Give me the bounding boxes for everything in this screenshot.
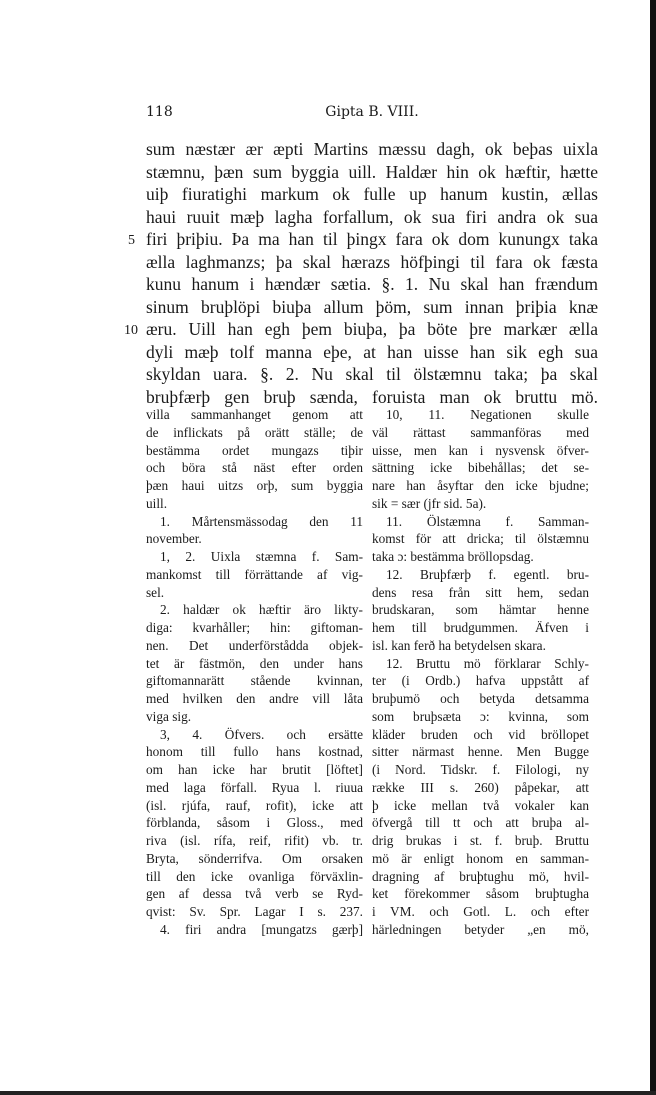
line-number-5: 5 [128, 233, 135, 248]
note-line: i VM. och Gotl. L. och efter [372, 904, 589, 919]
page-number: 118 [146, 104, 173, 120]
note-line: 1, 2. Uixla stæmna f. Sam- [160, 549, 363, 564]
note-line: 11. Ölstæmna f. Samman- [386, 513, 589, 529]
running-title: Gipta B. VIII. [325, 104, 419, 120]
note-line: giftomannarätt stående kvinnan, [146, 673, 363, 689]
note-line: Bryta, sönderrifva. Om orsaken [146, 850, 363, 866]
note-line: väl rättast sammanföras med [372, 424, 589, 440]
note-line: med hvilken den andre vill låta [146, 691, 363, 706]
note-line: taka ɔ: bestämma bröllopsdag. [372, 549, 534, 564]
note-line: (i Nord. Tidskr. f. Filologi, ny [372, 762, 589, 777]
note-line: nen. Det underförstådda objek- [146, 637, 363, 653]
note-line: nare han åsyftar den icke bjudne; [372, 478, 589, 493]
main-text-line: uiþ fiuratighi markum ok fulle up hanum kustin, ællas [146, 184, 598, 204]
main-text-line: dyli mæþ tolf manna eþe, at han uisse han sik egh sua [146, 341, 598, 362]
main-text-line: firi þriþiu. Þa ma han til þingx fara ok dom kunungx taka [146, 229, 598, 249]
note-line: diga: kvarhåller; hin: giftoman- [146, 620, 363, 635]
note-line: 2. haldær ok hæftir äro likty- [160, 602, 363, 618]
note-line: viga sig. [146, 708, 192, 724]
note-line: uisse, men kan i nysvensk öfver- [372, 442, 589, 458]
note-line: sitter närmast henne. Men Bugge [372, 744, 589, 760]
note-line: hem till brudgummen. Äfven i [372, 620, 589, 635]
main-text-line: stæmnu, þæn sum byggia uill. Haldær hin ok hæftir, hætte [146, 161, 598, 182]
note-line: 12. Bruttu mö förklarar Schly- [386, 655, 589, 671]
note-line: (isl. rjúfa, rauf, rofit), icke att [146, 797, 363, 813]
note-line: november. [146, 531, 202, 547]
main-text [124, 138, 598, 408]
note-line: riva (isl. rífa, reif, rifit) vb. tr. [146, 833, 363, 848]
note-line: ter (i Ordb.) hafva uppstått af [372, 673, 589, 689]
note-line: förblanda, såsom i Gloss., med [146, 815, 363, 831]
note-line: isl. kan ferð ha betydelsen skara. [372, 637, 546, 653]
line-number-10: 10 [124, 323, 138, 338]
note-line: 4. firi andra [mungatzs gærþ] [160, 921, 363, 937]
note-line: bruþumö och betyda detsamma [372, 691, 589, 706]
note-line: dens resa från sitt hem, sedan [372, 584, 589, 600]
note-line: tet är fästmön, den under hans [146, 655, 363, 671]
note-line: ket förekommer såsom bruþtugha [372, 886, 589, 902]
note-line: villa sammanhanget genom att [146, 407, 363, 422]
note-line: þ icke mellan två vokaler kan [372, 797, 589, 813]
note-line: komst för att dricka; til ölstæmnu [372, 531, 589, 547]
note-line: med laga förfall. Ryua l. riuua [146, 779, 363, 795]
note-line: 3, 4. Öfvers. och ersätte [160, 726, 363, 742]
note-line: række III s. 260) påpekar, att [372, 779, 589, 795]
main-text-line: sinum bruþlöpi biuþa allum þöm, sum innan þriþia knæ [146, 296, 598, 317]
note-line: de inflickats på orätt ställe; de [146, 424, 363, 440]
note-line: och böra stå näst efter orden [146, 460, 363, 476]
note-line: dragning af bruþtughu mö, hvil- [372, 868, 589, 884]
note-line: sel. [146, 584, 165, 600]
scan-edge-right [650, 0, 656, 1095]
note-line: uill. [146, 495, 168, 511]
note-line: sik = sær (jfr sid. 5a). [372, 495, 487, 511]
main-text-line: sum næstær ær æpti Martins mæssu dagh, ok beþas uixla [146, 139, 598, 159]
note-line: gen af dessa två verb se Ryd- [146, 886, 363, 902]
note-line: bestämma ordet mungazs tiþir [146, 442, 363, 458]
note-line: qvist: Sv. Spr. Lagar I s. 237. [146, 904, 363, 919]
main-text-line: kunu hanum i hændær sætia. §. 1. Nu skal han frændum [146, 274, 598, 294]
notes-left-column [146, 406, 363, 939]
note-line: till den icke ovanliga förväxlin- [146, 868, 363, 884]
main-text-line: skyldan uara. §. 2. Nu skal til ölstæmnu taka; þa skal [146, 364, 598, 384]
note-line: mankomst till förrättande af vig- [146, 566, 363, 582]
note-line: 10, 11. Negationen skulle [386, 407, 589, 422]
main-text-line: haui ruuit mæþ lagha forfallum, ok sua firi andra ok sua [146, 206, 598, 227]
note-line: som bruþsæta ɔ: kvinna, som [372, 708, 589, 724]
note-line: honom till fullo hans kostnad, [146, 744, 363, 760]
note-line: 12. Bruþfærþ f. egentl. bru- [386, 566, 589, 582]
note-line: om han icke har brutit [löftet] [146, 762, 363, 777]
note-line: kläder bruden och vid bröllopet [372, 726, 589, 742]
note-line: härledningen betyder „en mö, [372, 921, 589, 937]
note-line: mö är enligt honom en samman- [372, 850, 589, 866]
page-header [146, 104, 598, 124]
note-line: þæn haui uitzs orþ, sum byggia [146, 478, 363, 493]
note-line: 1. Mårtensmässodag den 11 [160, 513, 363, 529]
main-text-line: ælla laghmanzs; þa skal hærazs höfþingi til fara ok fæsta [146, 251, 598, 272]
note-line: drig brukas i st. f. bruþ. Bruttu [372, 833, 589, 848]
main-text-line: bruþfærþ gen bruþ sænda, foruista man ok bruttu mö. [146, 386, 598, 407]
note-line: sättning icke bibehållas; det se- [372, 460, 589, 476]
note-line: brudskaran, som hämtar henne [372, 602, 589, 618]
note-line: öfvergå till tt och att bruþa al- [372, 815, 589, 831]
notes-right-column [372, 406, 589, 939]
main-text-line: æru. Uill han egh þem biuþa, þa böte þre markær ælla [146, 319, 598, 339]
scan-edge-bottom [0, 1091, 656, 1095]
